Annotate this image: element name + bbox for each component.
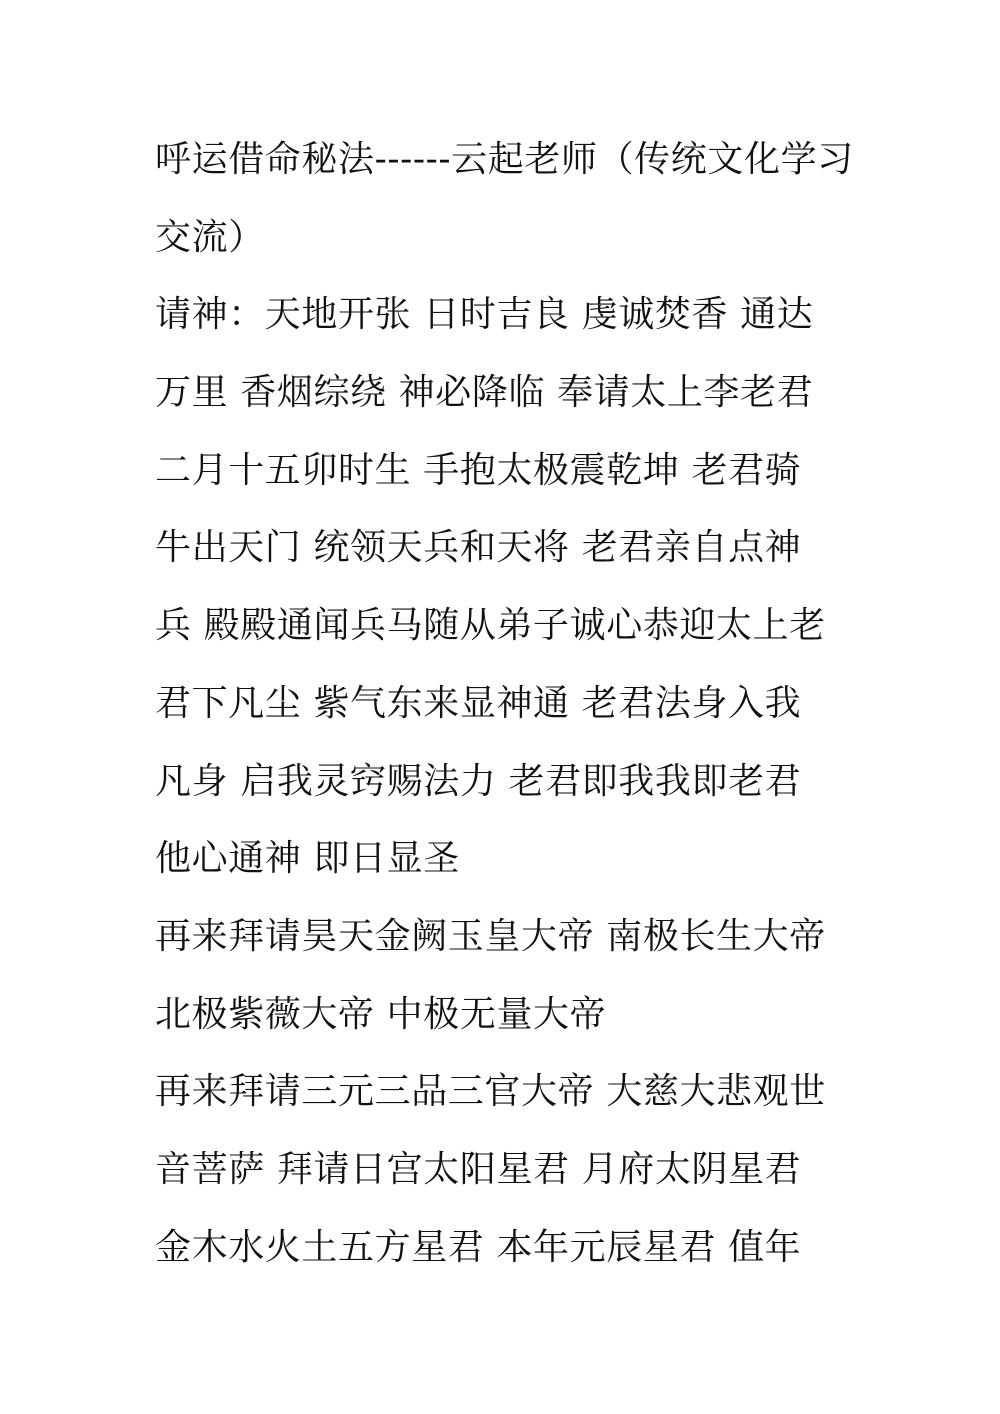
document-title-line-continued: 交流）: [155, 216, 265, 258]
text-line: 再来拜请三元三品三官大帝 大慈大悲观世: [155, 1071, 826, 1113]
text-line: 金木水火土五方星君 本年元辰星君 值年: [155, 1226, 802, 1268]
text-line: 君下凡尘 紫气东来显神通 老君法身入我: [155, 682, 802, 724]
document-title-line: 呼运借命秘法------云起老师（传统文化学习: [155, 139, 854, 180]
text-line: 再来拜请昊天金阙玉皇大帝 南极长生大帝: [155, 915, 826, 957]
text-line: 牛出天门 统领天兵和天将 老君亲自点神: [155, 527, 802, 569]
text-line: 他心通神 即日显圣: [155, 838, 460, 880]
text-line: 凡身 启我灵窍赐法力 老君即我我即老君: [155, 760, 802, 802]
text-line: 兵 殿殿通闻兵马随从弟子诚心恭迎太上老: [155, 605, 826, 647]
text-line: 音菩萨 拜请日宫太阳星君 月府太阴星君: [155, 1148, 802, 1190]
document-body: [155, 130, 855, 1295]
text-line: 北极紫薇大帝 中极无量大帝: [155, 993, 607, 1035]
text-line: 二月十五卯时生 手抱太极震乾坤 老君骑: [155, 449, 802, 491]
text-line: 请神：天地开张 日时吉良 虔诚焚香 通达: [155, 294, 814, 336]
text-line: 万里 香烟综绕 神必降临 奉请太上李老君: [155, 372, 814, 414]
